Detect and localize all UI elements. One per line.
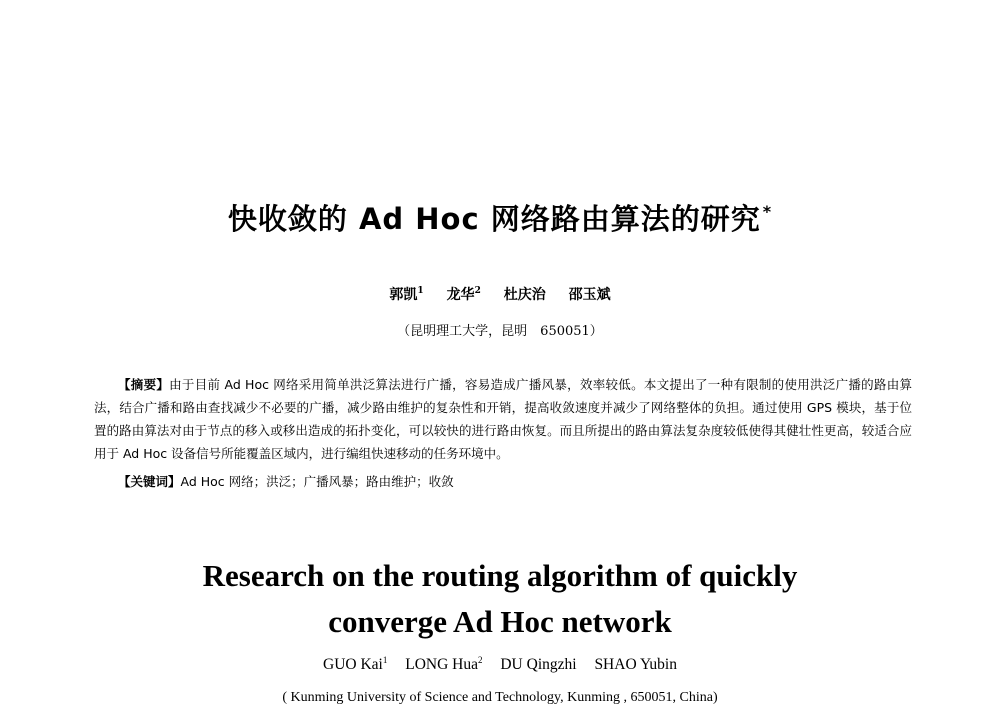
keywords-text: Ad Hoc 网络；洪泛；广播风暴；路由维护；收敛: [180, 474, 454, 489]
english-title-line-1: Research on the routing algorithm of quickly: [202, 558, 798, 593]
chinese-affiliation: （昆明理工大学，昆明 650051）: [397, 324, 603, 339]
english-author-list: [0, 655, 1000, 674]
author-en-4: SHAO Yubin: [594, 656, 677, 673]
abstract-label: 【摘要】: [118, 377, 170, 392]
author-en-1: GUO Kai$^1$: [323, 655, 388, 673]
author-cn-3: 杜庆治: [503, 287, 546, 303]
chinese-abstract: [94, 373, 912, 465]
author-cn-1: 郭凯$^1$: [389, 286, 424, 303]
chinese-title-text: 快收敛的 Ad Hoc 网络路由算法的研究: [227, 202, 761, 236]
author-en-3: DU Qingzhi: [500, 656, 577, 673]
english-affiliation: ( Kunming University of Science and Technology, Kunming , 650051, China): [282, 690, 718, 705]
title-footnote-mark: *: [762, 202, 773, 221]
chinese-keywords: [118, 472, 454, 490]
author-en-2: LONG Hua$^2$: [405, 655, 483, 673]
chinese-title: [0, 197, 1000, 238]
english-title-line-2: converge Ad Hoc network: [328, 604, 672, 639]
english-title: [0, 553, 1000, 645]
keywords-label: 【关键词】: [118, 474, 181, 489]
abstract-text: 由于目前 Ad Hoc 网络采用简单洪泛算法进行广播，容易造成广播风暴，效率较低。本文提出了一种有限制的使用洪泛广播的路由算法，结合广播和路由查找减少不必要的广播，减少路由维护的复杂性和开销，提高收敛速度并减少了网络整体的负担。通过使用 GPS 模块，基于位置的路由算法对由于节点的移入或移出造成的拓扑变化，可以较快的进行路由恢复。而且所提出的路由算法复杂度较低使得其健壮性更高，较适合应用于 Ad Hoc 设备信号所能覆盖区域内，进行编组快速移动的任务环境中。: [94, 377, 912, 461]
author-cn-2: 龙华$^2$: [446, 286, 481, 303]
chinese-author-list: [0, 284, 1000, 304]
author-cn-4: 邵玉斌: [568, 287, 611, 303]
